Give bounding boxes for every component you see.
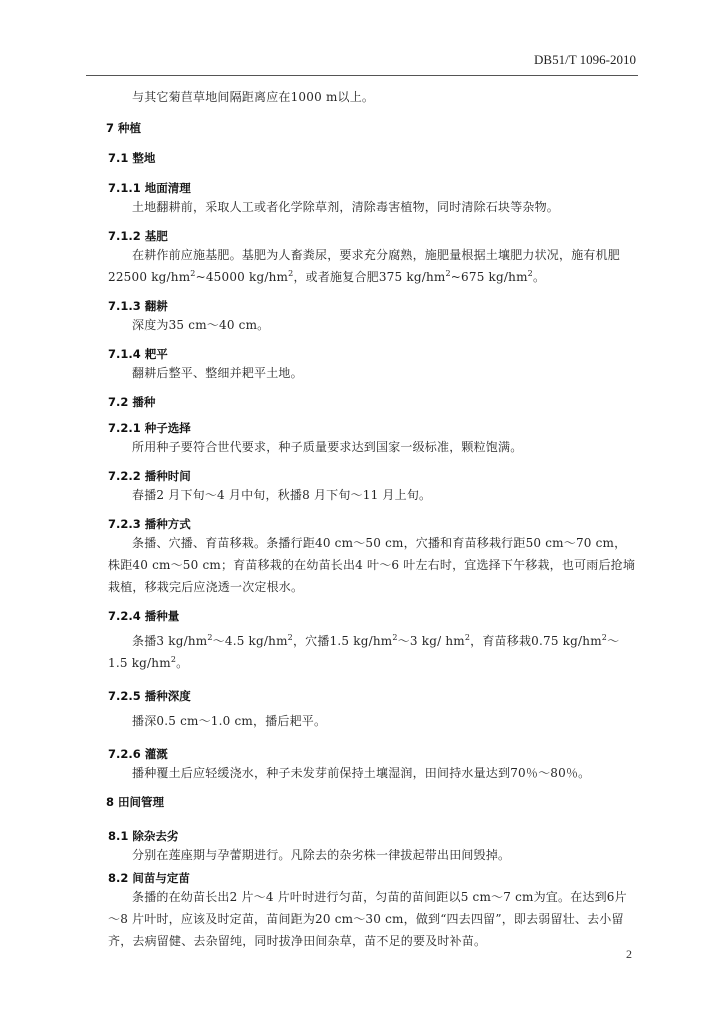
text-7-2-3: 条播、穴播、育苗移栽。条播行距40 cm～50 cm，穴播和育苗移栽行距50 cm～70 cm，株距40 cm～50 cm；育苗移栽的在幼苗长出4 叶～6 叶左右时，宜选择下午移栽，也可雨后抢墒栽植，移栽完后应浇透一次定根水。 [108,536,636,594]
heading-7-1-3: 7.1.3 翻耕 [108,299,168,313]
text-7-2-1: 所用种子要符合世代要求，种子质量要求达到国家一级标准，颗粒饱满。 [132,440,523,454]
text-8-2: 条播的在幼苗长出2 片～4 片叶时进行匀苗，匀苗的苗间距以5 cm～7 cm为宜。在达到6片～8 片叶时，应该及时定苗，苗间距为20 cm～30 cm，做到“四去四留”，即去弱留壮、去小留齐，去病留健、去杂留纯，同时拔净田间杂草，苗不足的要及时补苗。 [108,890,627,948]
heading-7-1-2: 7.1.2 基肥 [108,229,168,243]
text-7-2-5: 播深0.5 cm～1.0 cm，播后耙平。 [132,714,327,728]
heading-8-2: 8.2 间苗与定苗 [108,871,190,885]
heading-7-1: 7.1 整地 [108,151,156,165]
page-number: 2 [626,947,632,961]
heading-7-2-5: 7.2.5 播种深度 [108,689,191,703]
heading-7-2-6: 7.2.6 灌溉 [108,747,168,761]
heading-8-1: 8.1 除杂去劣 [108,829,179,843]
heading-7-2-1: 7.2.1 种子选择 [108,421,191,435]
heading-7-2-4: 7.2.4 播种量 [108,609,180,623]
heading-7-2-3: 7.2.3 播种方式 [108,517,191,531]
text-7-1-2: 在耕作前应施基肥。基肥为人畜粪尿，要求充分腐熟，施肥量根据土壤肥力状况，施有机肥22500 $kg/hm^2\sim 45000$ $kg/hm^2$，或者施复合肥375 $kg/hm^2\sim 675$ $kg/hm^2$。 [108,248,621,284]
heading-7: 7 种植 [106,121,142,135]
text-7-1-4: 翻耕后整平、整细并耙平土地。 [132,366,303,380]
text-8-1: 分别在莲座期与孕蕾期进行。凡除去的杂劣株一律拔起带出田间毁掉。 [132,848,511,862]
heading-7-1-1: 7.1.1 地面清理 [108,181,191,195]
text-7-2-2: 春播2 月下旬～4 月中旬，秋播8 月下旬～11 月上旬。 [132,488,432,502]
text-7-2-4: 条播3 $kg/hm^2\sim 4.5$ $kg/hm^2$，穴播1.5 $kg/hm^2\sim 3$ kg/ $hm^2$，育苗移栽0.75 $kg/hm^2\sim 1.5$ $kg/hm^2$。 [108,633,620,670]
heading-7-1-4: 7.1.4 耙平 [108,347,168,361]
header-rule [86,75,638,76]
text-7-2-6: 播种覆土后应轻缓浇水，种子未发芽前保持土壤湿润，田间持水量达到70％～80％。 [132,766,591,780]
intro-line: 与其它菊苣草地间隔距离应在1000 m以上。 [132,90,375,104]
heading-8: 8 田间管理 [106,795,165,809]
heading-7-2-2: 7.2.2 播种时间 [108,469,191,483]
page-body [108,86,636,952]
text-7-1-1: 土地翻耕前，采取人工或者化学除草剂，清除毒害植物，同时清除石块等杂物。 [132,200,560,214]
text-7-1-3: 深度为35 cm～40 cm。 [132,318,270,332]
heading-7-2: 7.2 播种 [108,395,156,409]
document-code: DB51/T 1096-2010 [534,52,636,67]
